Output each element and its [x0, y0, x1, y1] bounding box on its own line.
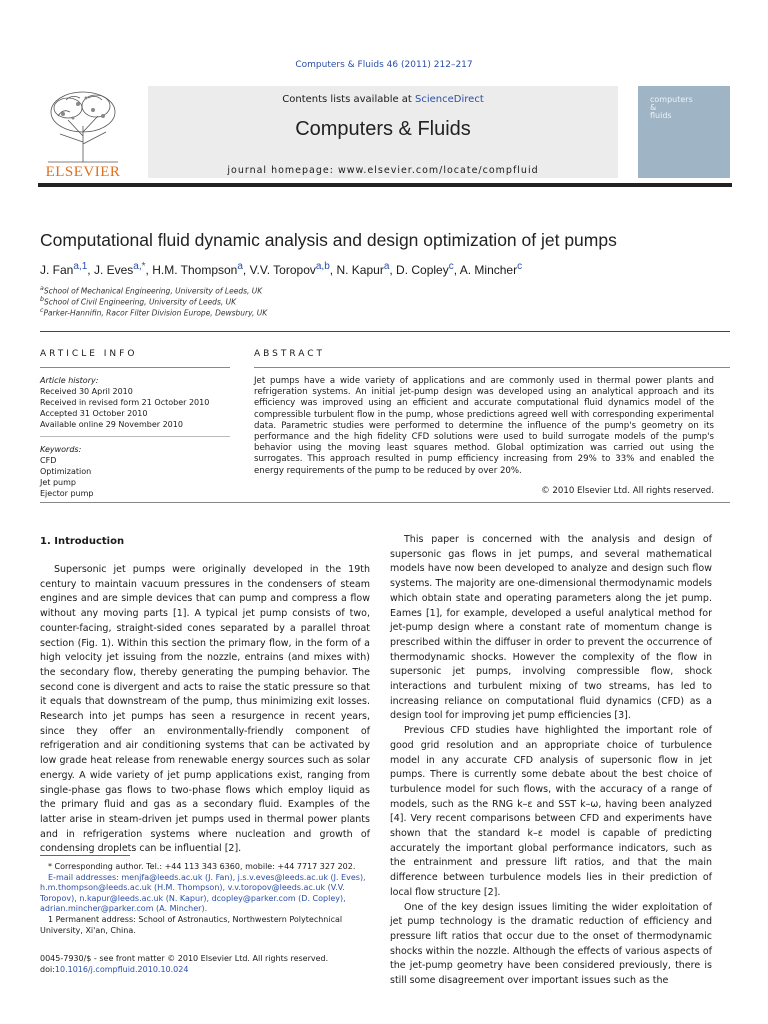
author-sup[interactable]: a,1: [73, 261, 88, 272]
keyword: Ejector pump: [40, 489, 94, 498]
sciencedirect-link[interactable]: ScienceDirect: [415, 94, 484, 105]
doi-prefix: doi:: [40, 965, 55, 974]
elsevier-wordmark: ELSEVIER: [45, 164, 121, 180]
author-name: V.V. Toropov: [249, 263, 316, 277]
publication-info: [40, 953, 370, 975]
section-rule: [40, 331, 730, 332]
keywords: [40, 444, 230, 499]
affil-sup: c: [40, 307, 44, 314]
author-name: H.M. Thompson: [152, 263, 238, 277]
body-paragraph: Supersonic jet pumps were originally developed in the 19th century to maintain vacuum pressures in the condensers of steam engines and are simple devices that can pump and compress a flow without any moving parts [1]. A typical jet pump consists of two, counter-facing, straight-sided cones separated by a parallel throat section (Fig. 1). Within this section the primary flow, in the form of a high velocity jet issuing from the nozzle, entrains (and mixes with) the secondary flow, thereby generating the pumping behavior. The second cone is divergent and acts to raise the static pressure so that it equals that downstream of the pump, thus minimizing exit losses. Research into jet pumps has seen a resurgence in recent years, since they offer an environmentally-friendly component of refrigeration and air conditioning systems that can be activated by low grade heat release from renewable energy sources such as solar energy. A wide variety of jet pump applications exist, ranging from single-phase gas flows to two-phase flows which employ liquid as the primary fluid and gas as a secondary fluid. Examples of the latter arise in steam-driven jet pumps used in thermal power plants and in refrigeration systems where nucleation and growth of condensing droplets can be influential [2].: [40, 564, 370, 855]
cover-word: &: [650, 103, 657, 112]
abstract-text: Jet pumps have a wide variety of applications and are commonly used in thermal power plants and refrigeration systems. An initial jet-pump design was developed using an analytical approach and its efficiency was improved using an efficient and accurate computational fluid dynamics model of the compressible turbulent flow in the pump, whose predictions agreed well with corresponding experimental data. Parametric studies were performed to determine the influence of the pump's geometry on its performance and the high fidelity CFD solutions were used to build surrogate models of the pump's behavior using the moving least squares method. Global optimization was carried out using the surrogates. This approach resulted in pump efficiency increasing from 29% to 33% and enabled the energy requirements of the pump to be reduced by over 20%.: [254, 376, 714, 476]
history-item: Available online 29 November 2010: [40, 420, 183, 429]
doi-line: [40, 964, 370, 975]
article-info-heading: ARTICLE INFO: [40, 349, 138, 359]
author-sup[interactable]: a: [237, 261, 243, 272]
history-item: Received in revised form 21 October 2010: [40, 398, 210, 407]
homepage-prefix: journal homepage:: [227, 165, 338, 176]
body-paragraph: One of the key design issues limiting the wider exploitation of jet pump technology is the dramatic reduction of efficiency and pressure lift ratios that occur due to the onset of thermodynamic shocks within the nozzle. Although the effects of various aspects of the jet-pump geometry have been considered previously, there is still some disagreement over important issues such as the: [390, 901, 712, 987]
contents-line: [148, 94, 618, 105]
author-sup[interactable]: a: [383, 261, 390, 272]
author-sup[interactable]: a,b: [315, 261, 330, 272]
journal-title: Computers & Fluids: [295, 118, 471, 140]
cover-word: computers: [650, 95, 693, 104]
body-right-column: [390, 533, 712, 989]
footnotes: [40, 862, 370, 936]
doi-link[interactable]: 10.1016/j.compfluid.2010.10.024: [54, 965, 189, 974]
affiliation-a: [40, 285, 262, 296]
author-name: J. Eves: [93, 263, 134, 277]
permanent-address-note: 1 Permanent address: School of Astronautics, Northwestern Polytechnical University, Xi'an, China.: [40, 914, 343, 935]
keyword: CFD: [40, 456, 57, 465]
affiliation-b: [40, 296, 236, 307]
email-addresses[interactable]: E-mail addresses: menjfa@leeds.ac.uk (J. Fan), j.s.v.eves@leeds.ac.uk (J. Eves), h.m.thompson@leeds.ac.uk (H.M. Thompson), v.v.toropov@leeds.ac.uk (V.V. Toropov), n.kapur@leeds.ac.uk (N. Kapur), dcopley@parker.com (D. Copley), adrian.mincher@parker.com (A. Mincher).: [40, 872, 366, 914]
article-info-rule: [40, 367, 230, 368]
abstract-heading: ABSTRACT: [254, 349, 326, 359]
keywords-rule: [40, 436, 230, 437]
affil-sup: b: [40, 296, 44, 303]
body-left-column: [40, 563, 370, 857]
affil-sup: a: [40, 285, 44, 292]
keywords-label: Keywords:: [40, 445, 82, 454]
author-separator: ,: [145, 263, 153, 277]
author-name: A. Mincher: [459, 263, 518, 277]
affil-text: School of Mechanical Engineering, University of Leeds, UK: [43, 286, 263, 296]
abstract-rule: [254, 367, 730, 368]
affiliation-c: [40, 307, 267, 318]
cover-word: fluids: [650, 111, 672, 120]
author-sup[interactable]: a,*: [133, 261, 146, 272]
affil-text: School of Civil Engineering, University of Leeds, UK: [43, 297, 237, 307]
author-separator: ,: [329, 263, 337, 277]
keyword: Jet pump: [40, 478, 76, 487]
abstract-copyright: © 2010 Elsevier Ltd. All rights reserved.: [541, 486, 714, 496]
contents-prefix: Contents lists available at: [282, 94, 416, 105]
history-label: Article history:: [40, 376, 99, 385]
issn-line: 0045-7930/$ - see front matter © 2010 Elsevier Ltd. All rights reserved.: [40, 954, 329, 963]
homepage-link[interactable]: www.elsevier.com/locate/compfluid: [337, 165, 539, 176]
author-separator: ,: [453, 263, 460, 277]
affil-text: Parker-Hannifin, Racor Filter Division Europe, Dewsbury, UK: [43, 308, 268, 318]
footnote-rule: [40, 855, 130, 856]
author-list: [40, 261, 730, 277]
body-paragraph: This paper is concerned with the analysis and design of supersonic gas flows in jet pumps, and several mathematical models have now been developed to analyze and design such flow systems. The majority are one-dimensional thermodynamic models which obtain state and operating parameters along the jet pump. Eames [1], for example, developed a useful analytical method for jet-pump design where a constant rate of momentum change is prescribed within the diffuser in order to prevent the occurrence of thermodynamic shocks. However the complexity of the flow in supersonic jet pumps, involving compressible flow, shock interactions and turbulent mixing of two streams, has led to increasing reliance on computational fluid dynamics (CFD) as a design tool for improving jet pump efficiencies [3].: [390, 534, 712, 722]
author-name: N. Kapur: [336, 263, 384, 277]
history-item: Accepted 31 October 2010: [40, 409, 148, 418]
author-separator: ,: [87, 263, 94, 277]
header-rule: [38, 183, 732, 187]
article-history: [40, 375, 230, 430]
article-title: Computational fluid dynamic analysis and design optimization of jet pumps: [40, 230, 617, 250]
history-item: Received 30 April 2010: [40, 387, 133, 396]
body-paragraph: Previous CFD studies have highlighted the important role of good grid resolution and an appropriate choice of turbulence model in any accurate CFD analysis of supersonic flow in jet pumps. There is currently some debate about the best choice of turbulence model for such flows, with the accuracy of a range of models, such as the RNG k–ε and SST k–ω, having been analyzed [4]. Very recent comparisons between CFD and experiments have shown that the standard k–ε model is capable of predicting accurately the important global performance indicators, such as the entrainment and pressure lift ratios, and that the main difference between turbulence models lies in their prediction of local flow structure [2].: [390, 725, 712, 898]
author-sup[interactable]: c: [448, 261, 454, 272]
author-separator: ,: [389, 263, 397, 277]
author-name: J. Fan: [40, 263, 74, 277]
journal-homepage: [148, 165, 618, 176]
section-heading: 1. Introduction: [40, 536, 125, 547]
abstract-bottom-rule: [40, 502, 730, 503]
cover-text: [650, 96, 720, 120]
author-name: D. Copley: [396, 263, 449, 277]
author-sup[interactable]: c: [517, 261, 523, 272]
keyword: Optimization: [40, 467, 92, 476]
corresponding-author-note: * Corresponding author. Tel.: +44 113 343 6360, mobile: +44 7717 327 202.: [48, 862, 356, 871]
author-separator: ,: [242, 263, 250, 277]
journal-reference[interactable]: Computers & Fluids 46 (2011) 212–217: [295, 60, 473, 70]
